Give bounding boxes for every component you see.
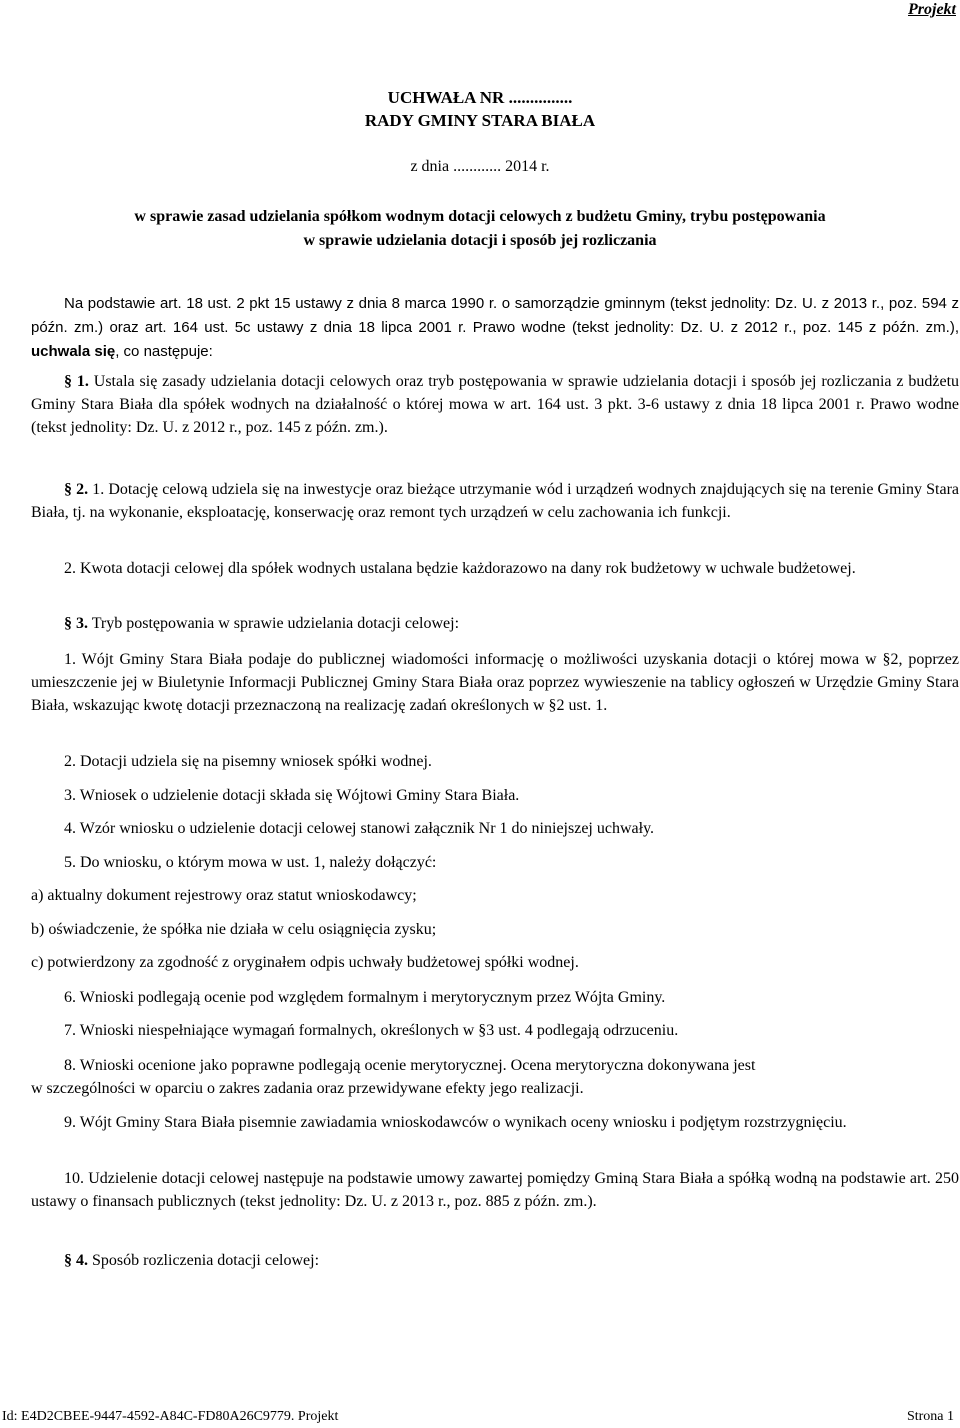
section-3-item-5a: a) aktualny dokument rejestrowy oraz statut wnioskodawcy; (31, 887, 417, 904)
section-3-item-5c: c) potwierdzony za zgodność z oryginałem odpis uchwały budżetowej spółki wodnej. (31, 954, 579, 971)
section-2-paragraph-1: § 2. 1. Dotację celową udziela się na inwestycje oraz bieżące utrzymanie wód i urządzeń wodnych znajdujących się na terenie Gminy Stara Biała, tj. na wykonanie, eksploatację, konserwację oraz remont tych urządzeń w celu zachowania ich funkcji. (31, 481, 959, 521)
council-name: RADY GMINY STARA BIAŁA (364, 111, 596, 130)
section-1-number: § 1. (64, 373, 89, 390)
section-3-item-4: 4. Wzór wniosku o udzielenie dotacji celowej stanowi załącznik Nr 1 do niniejszej uchwały. (64, 820, 655, 837)
section-3-item-7: 7. Wnioski niespełniające wymagań formalnych, określonych w §3 ust. 4 podlegają odrzuceniu. (64, 1022, 679, 1039)
section-2-number: § 2. (64, 481, 89, 498)
section-3-item-6: 6. Wnioski podlegają ocenie pod względem formalnym i merytorycznym przez Wójta Gminy. (64, 989, 666, 1006)
section-4-number: § 4. (64, 1252, 88, 1269)
section-4-heading: § 4. Sposób rozliczenia dotacji celowej: (64, 1252, 320, 1269)
section-1: § 1. Ustala się zasady udzielania dotacji celowych oraz tryb postępowania w sprawie udzielania dotacji i sposób jej rozliczania z budżetu Gminy Stara Biała dla spółek wodnych na działalność o której mowa w art. 164 ust. 3 pkt. 3-6 ustawy z dnia 18 lipca 2001 r. Prawo wodne (tekst jednolity: Dz. U. z 2012 r., poz. 145 z późn. zm.). (31, 373, 960, 436)
page-number: Strona 1 (906, 1409, 954, 1424)
resolution-number: UCHWAŁA NR ............... (387, 88, 573, 107)
section-3-item-9: 9. Wójt Gminy Stara Biała pisemnie zawiadamia wnioskodawców o wynikach oceny wniosku i podjętym rozstrzygnięciu. (64, 1114, 847, 1131)
subject-line-1: w sprawie zasad udzielania spółkom wodnym dotacji celowych z budżetu Gminy, trybu postępowania (134, 208, 826, 225)
section-3-item-5b: b) oświadczenie, że spółka nie działa w celu osiągnięcia zysku; (31, 921, 437, 938)
draft-status-label: Projekt (908, 1, 956, 18)
section-3-item-1: 1. Wójt Gminy Stara Biała podaje do publicznej wiadomości informację o możliwości uzyskania dotacji o której mowa w §2, poprzez umieszczenie jej w Biuletynie Informacji Publicznej Gminy Stara Biała oraz poprzez wywieszenie na tablicy ogłoszeń w Urzędzie Gminy Stara Biała, wskazując kwotę dotacji przeznaczoną na realizację zadań określonych w §2 ust. 1. (31, 651, 959, 714)
document-id: Id: E4D2CBEE-9447-4592-A84C-FD80A26C9779. Projekt (2, 1409, 339, 1424)
section-3-item-5: 5. Do wniosku, o którym mowa w ust. 1, należy dołączyć: (64, 854, 437, 871)
resolution-date: z dnia ............ 2014 r. (410, 158, 550, 175)
section-3-item-8-line-2: w szczególności w oparciu o zakres zadania oraz przewidywane efekty jego realizacji. (31, 1080, 584, 1097)
section-3-number: § 3. (64, 615, 88, 632)
section-3-item-8-line-1: 8. Wnioski ocenione jako poprawne podlegają ocenie merytorycznej. Ocena merytoryczna dokonywana jest (64, 1057, 756, 1074)
section-3-item-2: 2. Dotacji udziela się na pisemny wniosek spółki wodnej. (64, 753, 432, 770)
section-3-item-3: 3. Wniosek o udzielenie dotacji składa się Wójtowi Gminy Stara Biała. (64, 787, 520, 804)
section-3-heading: § 3. Tryb postępowania w sprawie udzielania dotacji celowej: (64, 615, 460, 632)
page-footer (2, 1405, 958, 1428)
section-2-paragraph-2: 2. Kwota dotacji celowej dla spółek wodnych ustalana będzie każdorazowo na dany rok budżetowy w uchwale budżetowej. (64, 560, 856, 577)
legal-basis-preamble: Na podstawie art. 18 ust. 2 pkt 15 ustawy z dnia 8 marca 1990 r. o samorządzie gminnym (tekst jednolity: Dz. U. z 2013 r., poz. 594 z późn. zm.) oraz art. 164 ust. 5c ustawy z dnia 18 lipca 2001 r. Prawo wodne (tekst jednolity: Dz. U. z 2012 r., poz. 145 z późn. zm.), uchwala się, co następuje: (31, 295, 959, 360)
subject-line-2: w sprawie udzielania dotacji i sposób jej rozliczania (303, 232, 657, 249)
section-3-item-10: 10. Udzielenie dotacji celowej następuje na podstawie umowy zawartej pomiędzy Gminą Stara Biała a spółką wodną na podstawie art. 250 ustawy o finansach publicznych (tekst jednolity: Dz. U. z 2013 r., poz. 885 z późn. zm.). (31, 1170, 959, 1210)
